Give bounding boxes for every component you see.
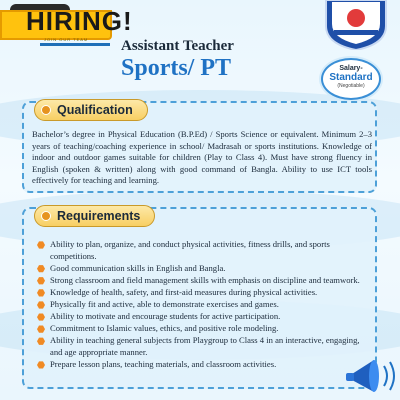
list-item <box>36 239 366 262</box>
hexagon-bullet-icon <box>37 289 45 297</box>
heading-dot-icon <box>41 105 51 115</box>
requirements-card <box>22 207 377 389</box>
requirements-heading <box>34 205 155 227</box>
hiring-underline <box>40 43 110 46</box>
qualification-heading-text: Qualification <box>57 103 133 117</box>
list-item <box>36 323 366 335</box>
list-item-text: Prepare lesson plans, teaching materials, and classroom activities. <box>50 358 277 369</box>
list-item-text: Commitment to Islamic values, ethics, and positive role modeling. <box>50 323 279 334</box>
hexagon-bullet-icon <box>37 277 45 285</box>
hexagon-bullet-icon <box>37 313 45 321</box>
hiring-subtext: JOIN OUR TEAM <box>44 37 89 42</box>
job-position: Sports/ PT <box>121 55 232 81</box>
salary-value: Standard <box>329 72 373 83</box>
requirements-list <box>36 239 366 371</box>
list-item-text: Knowledge of health, safety, and first-aid measures during physical activities. <box>50 286 318 297</box>
hexagon-bullet-icon <box>37 337 45 345</box>
list-item <box>36 299 366 311</box>
school-logo-seal <box>322 0 390 50</box>
list-item-text: Ability in teaching general subjects from Playgroup to Class 4 in an interactive, engaging, and age appropriate manner. <box>50 335 360 357</box>
megaphone-icon <box>344 352 400 400</box>
hiring-banner <box>0 0 133 58</box>
list-item <box>36 311 366 323</box>
list-item <box>36 263 366 275</box>
hiring-text: HIRING! <box>26 6 133 36</box>
salary-label: Salary- <box>339 65 363 72</box>
hexagon-bullet-icon <box>37 361 45 369</box>
heading-dot-icon <box>41 211 51 221</box>
job-title: Assistant Teacher <box>121 38 234 54</box>
list-item <box>36 287 366 299</box>
list-item-text: Good communication skills in English and Bangla. <box>50 262 226 273</box>
list-item <box>36 275 366 287</box>
list-item <box>36 335 366 358</box>
list-item <box>36 359 366 371</box>
qualification-card <box>22 101 377 193</box>
qualification-heading <box>34 99 148 121</box>
hexagon-bullet-icon <box>37 265 45 273</box>
list-item-text: Ability to plan, organize, and conduct physical activities, fitness drills, and sports competitions. <box>50 239 330 261</box>
hexagon-bullet-icon <box>37 241 45 249</box>
list-item-text: Physically fit and active, able to demonstrate exercises and games. <box>50 298 279 309</box>
list-item-text: Strong classroom and field management skills with emphasis on discipline and teamwork. <box>50 274 360 285</box>
list-item-text: Ability to motivate and encourage students for active participation. <box>50 311 281 322</box>
salary-note: (Negotiable) <box>337 83 365 89</box>
salary-badge <box>321 58 381 100</box>
qualification-text: Bachelor’s degree in Physical Education (B.P.Ed) / Sports Science or equivalent. Minimum 2–3 years of teaching/coaching experience in school/ Madrasah or sports institutions. Knowledge of indoor and outdoor games suitable for children (Play to Class 4). Must have strong fluency in English (spoken & written) along with good command of Bangla. Ability to use ICT tools effectively for teaching and learning. <box>32 129 372 185</box>
hexagon-bullet-icon <box>37 301 45 309</box>
requirements-heading-text: Requirements <box>57 209 141 223</box>
hexagon-bullet-icon <box>37 325 45 333</box>
